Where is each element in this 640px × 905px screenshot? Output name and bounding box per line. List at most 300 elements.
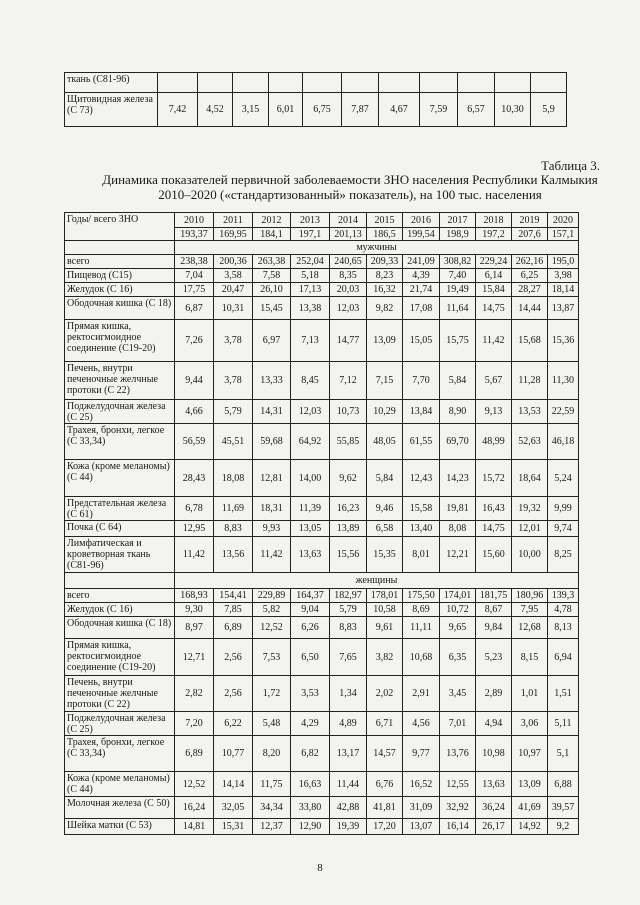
year-header: 2012 <box>253 213 291 228</box>
table-cell: 55,85 <box>330 424 367 460</box>
table-row <box>65 460 579 497</box>
table-cell: 17,13 <box>291 283 330 297</box>
table-cell: 13,76 <box>440 736 476 772</box>
table-cell: 10,30 <box>495 93 531 127</box>
table-cell: 6,76 <box>367 772 403 797</box>
table-cell: 13,33 <box>253 362 291 400</box>
row-label: Предстательная железа (С 61) <box>65 497 175 521</box>
table-cell: 12,43 <box>403 460 440 497</box>
total-cell: 197,1 <box>291 228 330 241</box>
row-label: Поджелудочная железа (С 25) <box>65 400 175 424</box>
table-row <box>65 617 579 639</box>
year-header: 2018 <box>476 213 512 228</box>
table-cell: 15,58 <box>403 497 440 521</box>
table-cell: 14,75 <box>476 521 512 537</box>
table-cell: 9,30 <box>175 603 214 617</box>
table-cell: 41,69 <box>512 797 548 819</box>
table-cell: 8,90 <box>440 400 476 424</box>
table-row <box>65 772 579 797</box>
table-cell: 200,36 <box>214 255 253 269</box>
table-cell: 4,89 <box>330 712 367 736</box>
table-cell: 8,69 <box>403 603 440 617</box>
section-row <box>65 241 579 255</box>
table-cell: 263,38 <box>253 255 291 269</box>
table-cell: 4,78 <box>548 603 579 617</box>
table-cell <box>379 73 420 93</box>
table-cell: 240,65 <box>330 255 367 269</box>
table-cell: 15,75 <box>440 320 476 362</box>
table-cell: 262,16 <box>512 255 548 269</box>
year-header: 2019 <box>512 213 548 228</box>
table-cell: 15,36 <box>548 320 579 362</box>
table-cell: 10,97 <box>512 736 548 772</box>
table-cell: 42,88 <box>330 797 367 819</box>
total-cell: 201,13 <box>330 228 367 241</box>
table-cell: 6,89 <box>214 617 253 639</box>
table-cell: 6,25 <box>512 269 548 283</box>
table-cell: 10,98 <box>476 736 512 772</box>
table-cell: 9,61 <box>367 617 403 639</box>
table-cell: 33,80 <box>291 797 330 819</box>
table-cell: 8,20 <box>253 736 291 772</box>
total-cell: 169,95 <box>214 228 253 241</box>
table-cell: 26,10 <box>253 283 291 297</box>
table-cell: 5,79 <box>330 603 367 617</box>
table-cell: 2,91 <box>403 676 440 712</box>
table-row <box>65 283 579 297</box>
table-cell: 10,77 <box>214 736 253 772</box>
table-cell: 10,72 <box>440 603 476 617</box>
table-cell: 16,23 <box>330 497 367 521</box>
table-cell: 6,97 <box>253 320 291 362</box>
table-cell: 6,82 <box>291 736 330 772</box>
table-cell: 238,38 <box>175 255 214 269</box>
table-cell: 180,96 <box>512 589 548 603</box>
row-label: Почка (С 64) <box>65 521 175 537</box>
section-spacer <box>65 573 175 589</box>
table-cell: 59,68 <box>253 424 291 460</box>
table-row <box>65 73 567 93</box>
table-row <box>65 297 579 320</box>
table-cell: 14,75 <box>476 297 512 320</box>
table-row <box>65 736 579 772</box>
table-cell: 139,3 <box>548 589 579 603</box>
table-cell: 308,82 <box>440 255 476 269</box>
table-cell: 9,04 <box>291 603 330 617</box>
table-cell: 241,09 <box>403 255 440 269</box>
year-header: 2014 <box>330 213 367 228</box>
table-cell: 6,78 <box>175 497 214 521</box>
table-row <box>65 639 579 676</box>
table-row <box>65 589 579 603</box>
table-cell: 7,42 <box>158 93 198 127</box>
table-cell: 9,2 <box>548 819 579 835</box>
total-cell: 157,1 <box>548 228 579 241</box>
table-cell: 14,23 <box>440 460 476 497</box>
table-cell: 21,74 <box>403 283 440 297</box>
table-cell: 7,15 <box>367 362 403 400</box>
row-label: Лимфатическая и кроветворная ткань (С81-96) <box>65 537 175 573</box>
table-cell: 13,89 <box>330 521 367 537</box>
table-cell: 4,52 <box>198 93 233 127</box>
table-cell: 16,43 <box>476 497 512 521</box>
table-cell: 3,58 <box>214 269 253 283</box>
table-cell: 18,31 <box>253 497 291 521</box>
table-cell: 16,14 <box>440 819 476 835</box>
table-cell: 4,66 <box>175 400 214 424</box>
table-row <box>65 424 579 460</box>
section-title: женщины <box>175 573 579 589</box>
row-label: Печень, внутри печеночные желчные протоки (С 22) <box>65 362 175 400</box>
table-cell: 6,26 <box>291 617 330 639</box>
table-cell: 6,88 <box>548 772 579 797</box>
table-cell: 7,26 <box>175 320 214 362</box>
table-cell: 3,82 <box>367 639 403 676</box>
table-cell: 19,49 <box>440 283 476 297</box>
table-cell <box>495 73 531 93</box>
table-cell: 7,65 <box>330 639 367 676</box>
table-cell: 5,1 <box>548 736 579 772</box>
table-cell: 15,35 <box>367 537 403 573</box>
table-cell: 7,04 <box>175 269 214 283</box>
table-cell: 8,35 <box>330 269 367 283</box>
table-cell <box>198 73 233 93</box>
table-cell: 31,09 <box>403 797 440 819</box>
table-cell: 15,45 <box>253 297 291 320</box>
corner-header: Годы/ всего ЗНО <box>65 213 175 241</box>
table-cell: 6,71 <box>367 712 403 736</box>
table-cell: 15,68 <box>512 320 548 362</box>
total-cell: 186,5 <box>367 228 403 241</box>
table-cell: 10,73 <box>330 400 367 424</box>
table-cell: 5,11 <box>548 712 579 736</box>
table-cell: 11,39 <box>291 497 330 521</box>
table-cell: 16,32 <box>367 283 403 297</box>
table-cell: 8,83 <box>214 521 253 537</box>
table-cell <box>458 73 495 93</box>
table-cell: 6,01 <box>269 93 303 127</box>
table-cell: 9,44 <box>175 362 214 400</box>
table-cell: 13,87 <box>548 297 579 320</box>
table-cell: 11,28 <box>512 362 548 400</box>
table-cell: 18,08 <box>214 460 253 497</box>
table-cell: 61,55 <box>403 424 440 460</box>
table-cell: 46,18 <box>548 424 579 460</box>
table-cell: 9,65 <box>440 617 476 639</box>
table-cell: 182,97 <box>330 589 367 603</box>
table-cell: 3,45 <box>440 676 476 712</box>
table-cell: 13,40 <box>403 521 440 537</box>
table-cell: 18,14 <box>548 283 579 297</box>
year-header: 2011 <box>214 213 253 228</box>
table-cell <box>420 73 458 93</box>
table-cell: 14,92 <box>512 819 548 835</box>
table-cell: 13,09 <box>512 772 548 797</box>
table-cell: 13,17 <box>330 736 367 772</box>
table-cell: 15,72 <box>476 460 512 497</box>
table-cell: 14,00 <box>291 460 330 497</box>
table-title: Динамика показателей первичной заболеваемости ЗНО населения Республики Калмыкия 2010–2020 («стандартизованный» показатель), на 100 тыс. населения <box>102 172 598 202</box>
table-cell: 15,31 <box>214 819 253 835</box>
total-cell: 199,54 <box>403 228 440 241</box>
table-cell: 4,67 <box>379 93 420 127</box>
table-cell: 13,05 <box>291 521 330 537</box>
table-cell: 2,56 <box>214 676 253 712</box>
table-row <box>65 400 579 424</box>
table-cell: 41,81 <box>367 797 403 819</box>
table-cell: 5,67 <box>476 362 512 400</box>
table-cell: 12,71 <box>175 639 214 676</box>
table-cell: 229,24 <box>476 255 512 269</box>
table-cell: 7,20 <box>175 712 214 736</box>
table-cell: 52,63 <box>512 424 548 460</box>
table-cell: 32,05 <box>214 797 253 819</box>
table-cell: 14,31 <box>253 400 291 424</box>
table-cell: 26,17 <box>476 819 512 835</box>
table-cell: 5,82 <box>253 603 291 617</box>
row-label: Кожа (кроме меланомы) (С 44) <box>65 460 175 497</box>
table-row <box>65 819 579 835</box>
table-cell: 11,42 <box>175 537 214 573</box>
table-cell: 18,64 <box>512 460 548 497</box>
year-header: 2010 <box>175 213 214 228</box>
row-label: Молочная железа (С 50) <box>65 797 175 819</box>
table-cell <box>303 73 342 93</box>
table-cell: 56,59 <box>175 424 214 460</box>
table-cell: 8,25 <box>548 537 579 573</box>
table-cell: 3,78 <box>214 320 253 362</box>
table-cell: 10,00 <box>512 537 548 573</box>
table-cell: 5,23 <box>476 639 512 676</box>
table-cell: 1,72 <box>253 676 291 712</box>
table-cell: 6,14 <box>476 269 512 283</box>
table-cell: 69,70 <box>440 424 476 460</box>
table-cell: 209,33 <box>367 255 403 269</box>
table-cell: 45,51 <box>214 424 253 460</box>
row-label: Пищевод (С15) <box>65 269 175 283</box>
table-cell: 19,81 <box>440 497 476 521</box>
table-row <box>65 537 579 573</box>
table-cell: 2,56 <box>214 639 253 676</box>
table-cell: 15,60 <box>476 537 512 573</box>
table-cell: 12,95 <box>175 521 214 537</box>
table-cell: 7,87 <box>342 93 379 127</box>
row-label: Ободочная кишка (С 18) <box>65 617 175 639</box>
table-cell: 2,82 <box>175 676 214 712</box>
table-cell: 15,05 <box>403 320 440 362</box>
table-cell: 7,95 <box>512 603 548 617</box>
table-cell: 36,24 <box>476 797 512 819</box>
table-cell: 252,04 <box>291 255 330 269</box>
table-cell: 13,38 <box>291 297 330 320</box>
table-cell: 20,47 <box>214 283 253 297</box>
section-row <box>65 573 579 589</box>
table-cell: 3,98 <box>548 269 579 283</box>
table-cell: 6,87 <box>175 297 214 320</box>
table-cell: 14,77 <box>330 320 367 362</box>
row-label: Желудок (С 16) <box>65 603 175 617</box>
table-cell: 12,52 <box>253 617 291 639</box>
table-cell: 11,42 <box>253 537 291 573</box>
table-cell: 1,51 <box>548 676 579 712</box>
table-cell: 6,94 <box>548 639 579 676</box>
table-cell: 3,53 <box>291 676 330 712</box>
table-cell: 4,94 <box>476 712 512 736</box>
total-cell: 207,6 <box>512 228 548 241</box>
table-cell: 12,55 <box>440 772 476 797</box>
table-cell: 8,13 <box>548 617 579 639</box>
row-label: Ободочная кишка (С 18) <box>65 297 175 320</box>
table-cell: 34,34 <box>253 797 291 819</box>
table-cell: 3,15 <box>233 93 269 127</box>
table-cell: 9,93 <box>253 521 291 537</box>
table-cell: 20,03 <box>330 283 367 297</box>
table-row <box>65 255 579 269</box>
table-cell: 7,40 <box>440 269 476 283</box>
table-cell: 39,57 <box>548 797 579 819</box>
table-cell: 13,53 <box>512 400 548 424</box>
table-cell: 9,46 <box>367 497 403 521</box>
table-cell <box>531 73 567 93</box>
table-cell: 19,39 <box>330 819 367 835</box>
year-header: 2015 <box>367 213 403 228</box>
table-cell: 6,89 <box>175 736 214 772</box>
table-cell: 174,01 <box>440 589 476 603</box>
total-cell: 184,1 <box>253 228 291 241</box>
table-cell: 7,85 <box>214 603 253 617</box>
table-cell: 229,89 <box>253 589 291 603</box>
table-row <box>65 521 579 537</box>
table-cell: 4,39 <box>403 269 440 283</box>
table-cell: 48,99 <box>476 424 512 460</box>
table-row <box>65 712 579 736</box>
table-cell: 16,63 <box>291 772 330 797</box>
year-header: 2013 <box>291 213 330 228</box>
total-cell: 198,9 <box>440 228 476 241</box>
section-title: мужчины <box>175 241 579 255</box>
table-cell: 5,84 <box>367 460 403 497</box>
row-label: Кожа (кроме меланомы) (С 44) <box>65 772 175 797</box>
table-cell: 11,11 <box>403 617 440 639</box>
table-cell: 181,75 <box>476 589 512 603</box>
year-header: 2016 <box>403 213 440 228</box>
table-cell: 3,78 <box>214 362 253 400</box>
table-cell: 64,92 <box>291 424 330 460</box>
table-cell: 164,37 <box>291 589 330 603</box>
table-cell: 175,50 <box>403 589 440 603</box>
table-cell: 14,44 <box>512 297 548 320</box>
table-cell: 8,23 <box>367 269 403 283</box>
row-label: ткань (С81-96) <box>65 73 158 93</box>
table-cell: 10,29 <box>367 400 403 424</box>
continued-table-fragment <box>64 72 567 127</box>
table-cell: 13,09 <box>367 320 403 362</box>
table-cell: 11,30 <box>548 362 579 400</box>
table-cell: 22,59 <box>548 400 579 424</box>
table-cell: 6,50 <box>291 639 330 676</box>
table-cell: 14,14 <box>214 772 253 797</box>
total-cell: 197,2 <box>476 228 512 241</box>
table-cell: 168,93 <box>175 589 214 603</box>
row-label: Прямая кишка, ректосигмоидное соединение (С19-20) <box>65 639 175 676</box>
table-cell: 13,63 <box>476 772 512 797</box>
table-cell: 13,07 <box>403 819 440 835</box>
table-cell: 15,84 <box>476 283 512 297</box>
table-cell: 178,01 <box>367 589 403 603</box>
table-cell: 14,81 <box>175 819 214 835</box>
table-cell: 16,52 <box>403 772 440 797</box>
table-cell: 32,92 <box>440 797 476 819</box>
table-cell: 7,53 <box>253 639 291 676</box>
table-cell: 5,24 <box>548 460 579 497</box>
table-cell <box>158 73 198 93</box>
table-number: Таблица 3. <box>541 158 600 173</box>
table-cell: 6,22 <box>214 712 253 736</box>
table-row <box>65 497 579 521</box>
table-cell: 17,20 <box>367 819 403 835</box>
row-label: Щитовидная железа (С 73) <box>65 93 158 127</box>
table-cell: 12,21 <box>440 537 476 573</box>
table-cell: 5,9 <box>531 93 567 127</box>
table-cell: 11,64 <box>440 297 476 320</box>
table-cell: 2,89 <box>476 676 512 712</box>
table-cell: 8,83 <box>330 617 367 639</box>
table-cell <box>342 73 379 93</box>
table-cell: 9,62 <box>330 460 367 497</box>
year-header: 2020 <box>548 213 579 228</box>
row-label: всего <box>65 589 175 603</box>
table-cell: 154,41 <box>214 589 253 603</box>
table-cell: 19,32 <box>512 497 548 521</box>
table-cell: 12,68 <box>512 617 548 639</box>
table-cell: 5,79 <box>214 400 253 424</box>
table-cell: 12,03 <box>330 297 367 320</box>
table-cell: 7,12 <box>330 362 367 400</box>
year-header: 2017 <box>440 213 476 228</box>
table-cell: 5,18 <box>291 269 330 283</box>
table-cell: 8,67 <box>476 603 512 617</box>
table-cell: 7,13 <box>291 320 330 362</box>
table-cell: 5,48 <box>253 712 291 736</box>
table-cell: 12,03 <box>291 400 330 424</box>
table-cell: 11,75 <box>253 772 291 797</box>
table-cell: 6,35 <box>440 639 476 676</box>
table-row <box>65 797 579 819</box>
table-cell: 7,70 <box>403 362 440 400</box>
table-cell: 9,82 <box>367 297 403 320</box>
row-label: Печень, внутри печеночные желчные протоки (С 22) <box>65 676 175 712</box>
table-cell: 8,15 <box>512 639 548 676</box>
table-cell: 10,31 <box>214 297 253 320</box>
row-label: Прямая кишка, ректосигмоидное соединение (С19-20) <box>65 320 175 362</box>
table-cell: 13,84 <box>403 400 440 424</box>
table-cell: 16,24 <box>175 797 214 819</box>
table-cell: 11,42 <box>476 320 512 362</box>
table-row <box>65 93 567 127</box>
table-cell: 28,27 <box>512 283 548 297</box>
table-cell: 14,57 <box>367 736 403 772</box>
table-row <box>65 362 579 400</box>
table-cell: 12,81 <box>253 460 291 497</box>
table-cell: 12,01 <box>512 521 548 537</box>
table-row <box>65 676 579 712</box>
table-row <box>65 320 579 362</box>
table-cell: 13,56 <box>214 537 253 573</box>
table-cell: 6,58 <box>367 521 403 537</box>
table-cell: 4,29 <box>291 712 330 736</box>
table-cell: 17,75 <box>175 283 214 297</box>
table-cell: 6,75 <box>303 93 342 127</box>
